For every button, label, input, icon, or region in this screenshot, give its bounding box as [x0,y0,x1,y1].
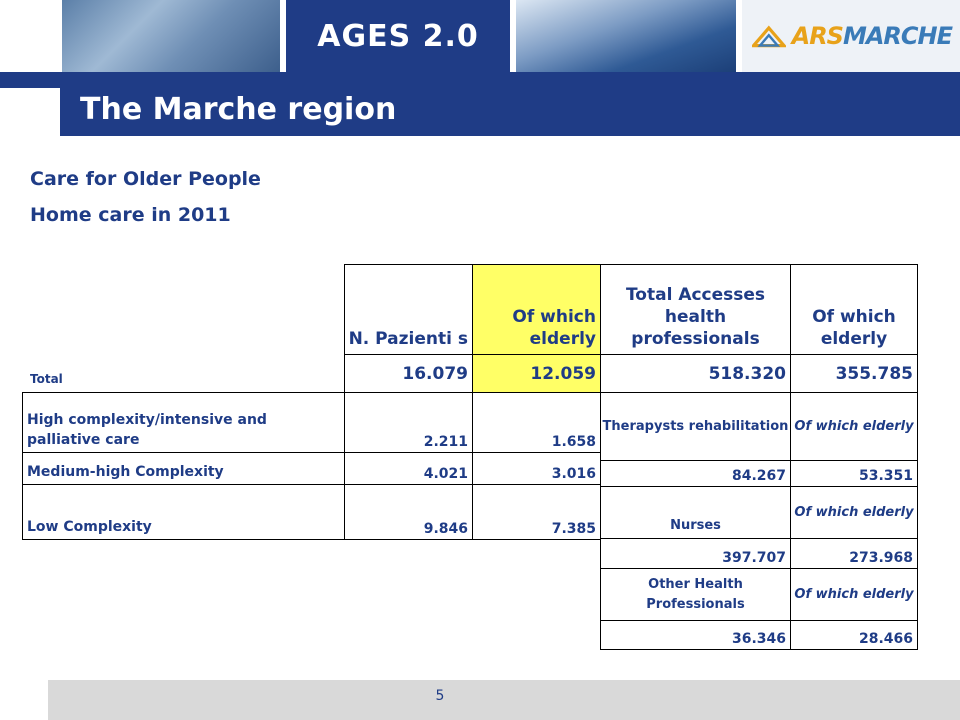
total-accesses: 518.320 [600,354,790,392]
row-low-elderly: 7.385 [472,484,600,540]
prof-elderly-label-therapysts: Of which elderly [790,392,918,460]
row-medium-elderly: 3.016 [472,452,600,484]
ars-marche-logo [752,18,952,54]
row-label-high-complexity: High complexity/intensive and palliative care [22,392,344,452]
prof-label-therapysts: Therapysts rehabilitation [600,392,790,460]
prof-elderly-label-other: Of which elderly [790,568,918,620]
subtitle-home-care: Home care in 2011 [30,204,231,226]
logo-house-icon [752,22,786,50]
header-of-which-elderly-1: Of which elderly [472,264,600,354]
row-label-low-complexity: Low Complexity [22,484,344,540]
total-of-which-elderly: 12.059 [472,354,600,392]
page-title: The Marche region [80,92,397,127]
header-total-accesses: Total Accesses health professionals [600,264,790,354]
total-n-pazients: 16.079 [344,354,472,392]
row-high-n: 2.211 [344,392,472,452]
logo-panel [742,0,960,72]
ages-title-panel [286,0,510,72]
prof-elderly-other: 28.466 [790,620,918,650]
app-title: AGES 2.0 [317,18,479,54]
prof-label-nurses: Nurses [600,486,790,538]
total-label: Total [30,372,63,386]
prof-total-other: 36.346 [600,620,790,650]
prof-elderly-nurses: 273.968 [790,538,918,568]
keyboard-photo [62,0,280,72]
page-number: 5 [435,688,445,704]
row-medium-n: 4.021 [344,452,472,484]
prof-label-other: Other Health Professionals [600,568,790,620]
header-n-pazients: N. Pazienti s [344,264,472,354]
prof-elderly-therapysts: 53.351 [790,460,918,486]
total-accesses-elderly: 355.785 [790,354,918,392]
title-bar-notch [0,88,60,136]
prof-elderly-label-nurses: Of which elderly [790,486,918,538]
row-label-medium-high: Medium-high Complexity [22,452,344,484]
logo-ars-text: ARS [791,22,843,50]
header-of-which-elderly-2: Of which elderly [790,264,918,354]
prof-total-therapysts: 84.267 [600,460,790,486]
logo-marche-text: MARCHE [842,22,952,50]
header-banner [0,0,960,72]
prof-total-nurses: 397.707 [600,538,790,568]
subtitle-care: Care for Older People [30,168,261,190]
building-photo [516,0,736,72]
row-low-n: 9.846 [344,484,472,540]
row-high-elderly: 1.658 [472,392,600,452]
